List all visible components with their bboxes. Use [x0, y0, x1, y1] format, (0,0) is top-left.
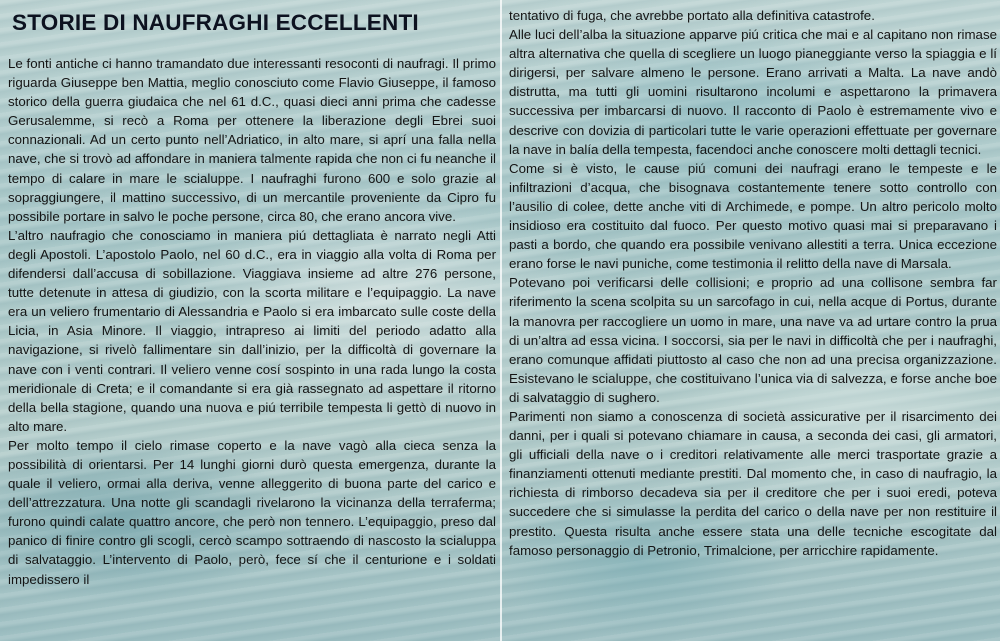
paragraph: L’altro naufragio che conosciamo in maniera piú dettagliata è narrato negli Atti degli Apostoli. L’apostolo Paolo, nel 60 d.C., era in viaggio alla volta di Roma per difendersi dall’accusa di sobillazione. Viaggiava insieme ad altre 276 persone, tutte detenute in attesa di giudizio, con la scorta militare e l’equipaggio. La nave era un veliero frumentario di Alessandria e Paolo si era imbarcato sulle coste della Licia, in Asia Minore. Il viaggio, intrapreso ai limiti del periodo adatto alla navigazione, si rivelò fallimentare sin dall’inizio, per la difficoltà di governare la nave con i venti contrari. Il veliero venne cosí sospinto in una rada lungo la costa meridionale di Creta; e il comandante si era già rassegnato ad aspettare il ritorno della bella stagione, quando una nuova e piú terribile tempesta li gettò di nuovo in alto mare.: [8, 227, 496, 434]
paragraph: Come si è visto, le cause piú comuni dei naufragi erano le tempeste e le infiltrazioni d’acqua, che bisognava costantemente tenere sotto controllo con l’ausilio di colee, dette anche viti di Archimede, e pompe. Un altro pericolo molto insidioso era costituito dal fuoco. Per questo motivo quasi mai si preparavano i pasti a bordo, che quando era possibile venivano allestiti a terra. Unica eccezione erano forse le navi puniche, come testimonia il relitto della nave di Marsala.: [509, 160, 997, 272]
paragraph: Le fonti antiche ci hanno tramandato due interessanti resoconti di naufragi. Il primo riguarda Giuseppe ben Mattia, meglio conosciuto come Flavio Giuseppe, il famoso storico della guerra giudaica che nel 61 d.C., quasi dieci anni prima che cadesse Gerusalemme, si recò a Roma per ottenere la liberazione degli Ebrei suoi connazionali. Ad un certo punto nell’Adriatico, in alto mare, si aprí una falla nella nave, che si trovò ad affondare in maniera talmente rapida che non ci fu neanche il tempo di calare in mare le scialuppe. I naufraghi furono 600 e solo grazie al sopraggiungere, il mattino successivo, di un mercantile proveniente da Cipro fu possibile portare in salvo le poche persone, circa 80, che erano ancora vive.: [8, 56, 496, 224]
paragraph: tentativo di fuga, che avrebbe portato alla definitiva catastrofe.: [509, 8, 875, 23]
article-title: STORIE DI NAUFRAGHI ECCELLENTI: [12, 10, 419, 35]
paragraph: Alle luci dell’alba la situazione apparve piú critica che mai e al capitano non rimase altra alternativa che quella di scegliere un luogo pianeggiante verso la spiaggia e lí dirigersi, per salvare almeno le persone. Erano arrivati a Malta. La nave andò distrutta, ma tutti gli uomini risultarono incolumi e aspettarono la primavera successiva per imbarcarsi di nuovo. Il racconto di Paolo è estremamente vivo e descrive con dovizia di particolari tutte le varie operazioni effettuate per governare la nave in balía della tempesta, facendoci anche conoscere molti dettagli tecnici.: [509, 27, 997, 157]
right-column: [509, 6, 997, 560]
paragraph: Parimenti non siamo a conoscenza di società assicurative per il risarcimento dei danni, per i quali si potevano chiamare in causa, a seconda dei casi, gli armatori, gli ufficiali della nave o i creditori relativamente alle merci trasportate grazie a finanziamenti ottenuti mediante prestiti. Dal momento che, in caso di naufragio, la richiesta di rimborso decadeva sia per il creditore che per i suoi eredi, poteva succedere che si simulasse la perdita del carico o della nave per non restituire il prestito. Questa risulta anche essere stata una delle tecniche escogitate dal famoso personaggio di Petronio, Trimalcione, per arricchire rapidamente.: [509, 408, 997, 558]
paragraph: Potevano poi verificarsi delle collisioni; e proprio ad una collisone sembra far riferimento la scena scolpita su un sarcofago in cui, nella acque di Portus, durante la manovra per raccogliere un uomo in mare, una nave va ad urtare contro la prua di un’altra ad essa vicina. I soccorsi, sia per le navi in difficoltà che per i naufraghi, erano comunque affidati piuttosto al caso che non ad una precisa organizzazione. Esistevano le scialuppe, che costituivano l’unica via di salvezza, e forse anche boe di salvataggio di sughero.: [509, 275, 997, 405]
left-column: [8, 6, 496, 589]
paragraph: Per molto tempo il cielo rimase coperto e la nave vagò alla cieca senza la possibilità di orientarsi. Per 14 lunghi giorni durò questa emergenza, durante la quale il veliero, ormai alla deriva, venne alleggerito di buona parte del carico e dell’attrezzatura. Una notte gli scandagli rivelarono la vicinanza della terraferma; furono quindi calate quattro ancore, che però non tennero. L’equipaggio, preso dal panico di finire contro gli scogli, cercò scampo sottraendo di nascosto la scialuppa di salvataggio. L’intervento di Paolo, però, fece sí che il centurione e i soldati impedissero il: [8, 437, 496, 587]
column-divider: [500, 0, 502, 641]
